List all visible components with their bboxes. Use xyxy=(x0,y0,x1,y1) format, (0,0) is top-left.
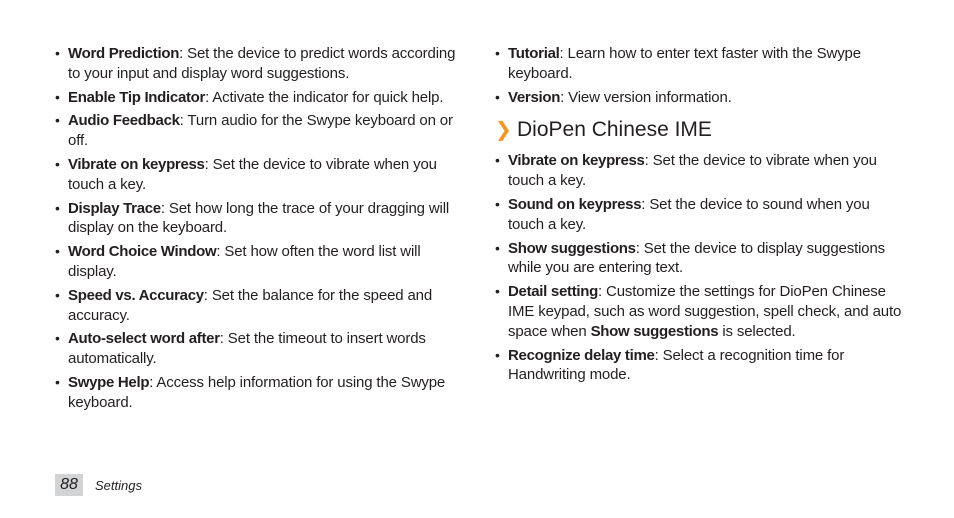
item-description: : Set the device to sound when you touch a key. xyxy=(508,195,870,233)
list-item xyxy=(55,329,465,369)
item-description: : Set how long the trace of your dragging will display on the keyboard. xyxy=(68,199,450,237)
list-item xyxy=(495,44,905,84)
item-term: Vibrate on keypress xyxy=(68,155,205,173)
item-description: : View version information. xyxy=(560,88,732,106)
item-term: Display Trace xyxy=(68,199,161,217)
list-item xyxy=(495,151,905,191)
item-description: : Turn audio for the Swype keyboard on or off. xyxy=(68,112,453,150)
item-term: Auto-select word after xyxy=(68,330,220,348)
item-description: : Set the timeout to insert words automatically. xyxy=(68,330,426,368)
item-term: Word Prediction xyxy=(68,45,180,62)
item-description: : Set the balance for the speed and accuracy. xyxy=(68,286,433,324)
item-description: : Set the device to predict words according to your input and display word suggestions. xyxy=(68,45,456,82)
page-number: 88 xyxy=(55,474,83,496)
item-term: Enable Tip Indicator xyxy=(68,88,206,106)
item-description: : Set how often the word list will display. xyxy=(68,243,421,280)
list-item xyxy=(55,373,465,413)
item-term: Detail setting xyxy=(508,283,598,301)
settings-list-diopen xyxy=(495,151,905,385)
item-description: : Set the device to vibrate when you touch a key. xyxy=(68,155,437,193)
item-term: Version xyxy=(508,88,561,106)
settings-list-right-top xyxy=(495,44,905,107)
item-term: Speed vs. Accuracy xyxy=(68,286,204,304)
item-term: Recognize delay time xyxy=(508,346,655,364)
item-description-tail: is selected. xyxy=(718,322,796,340)
page-footer xyxy=(55,474,142,496)
item-term: Tutorial xyxy=(508,45,560,62)
chevron-right-icon: ❯ xyxy=(495,119,512,142)
list-item xyxy=(495,88,905,108)
list-item xyxy=(55,242,465,282)
list-item xyxy=(55,286,465,326)
right-column xyxy=(495,44,905,389)
left-column xyxy=(55,44,465,417)
list-item xyxy=(495,346,905,386)
list-item xyxy=(495,282,905,341)
section-title: DioPen Chinese IME xyxy=(517,118,712,142)
settings-list-left xyxy=(55,44,465,413)
item-term: Audio Feedback xyxy=(68,112,180,130)
item-description: : Access help information for using the Swype keyboard. xyxy=(68,373,446,411)
item-term: Sound on keypress xyxy=(508,195,642,213)
item-term-inline: Show suggestions xyxy=(590,322,719,340)
section-heading xyxy=(495,115,905,145)
item-description: : Learn how to enter text faster with the Swype keyboard. xyxy=(508,45,861,82)
footer-section-label: Settings xyxy=(95,477,142,493)
item-description: : Activate the indicator for quick help. xyxy=(205,88,444,106)
item-term: Show suggestions xyxy=(508,239,636,257)
item-description: : Set the device to display suggestions while you are entering text. xyxy=(508,239,886,277)
item-term: Swype Help xyxy=(68,373,150,391)
item-description: : Select a recognition time for Handwriting mode. xyxy=(508,346,845,384)
list-item xyxy=(55,88,465,108)
list-item xyxy=(55,155,465,195)
item-term: Word Choice Window xyxy=(68,243,217,261)
item-term: Vibrate on keypress xyxy=(508,152,645,170)
list-item xyxy=(55,44,465,84)
list-item xyxy=(55,111,465,151)
item-description: : Customize the settings for DioPen Chinese IME keypad, such as word suggestion, spell check, and auto space when xyxy=(508,283,902,340)
item-description: : Set the device to vibrate when you touch a key. xyxy=(508,152,877,190)
list-item xyxy=(55,199,465,239)
list-item xyxy=(495,239,905,279)
list-item xyxy=(495,195,905,235)
